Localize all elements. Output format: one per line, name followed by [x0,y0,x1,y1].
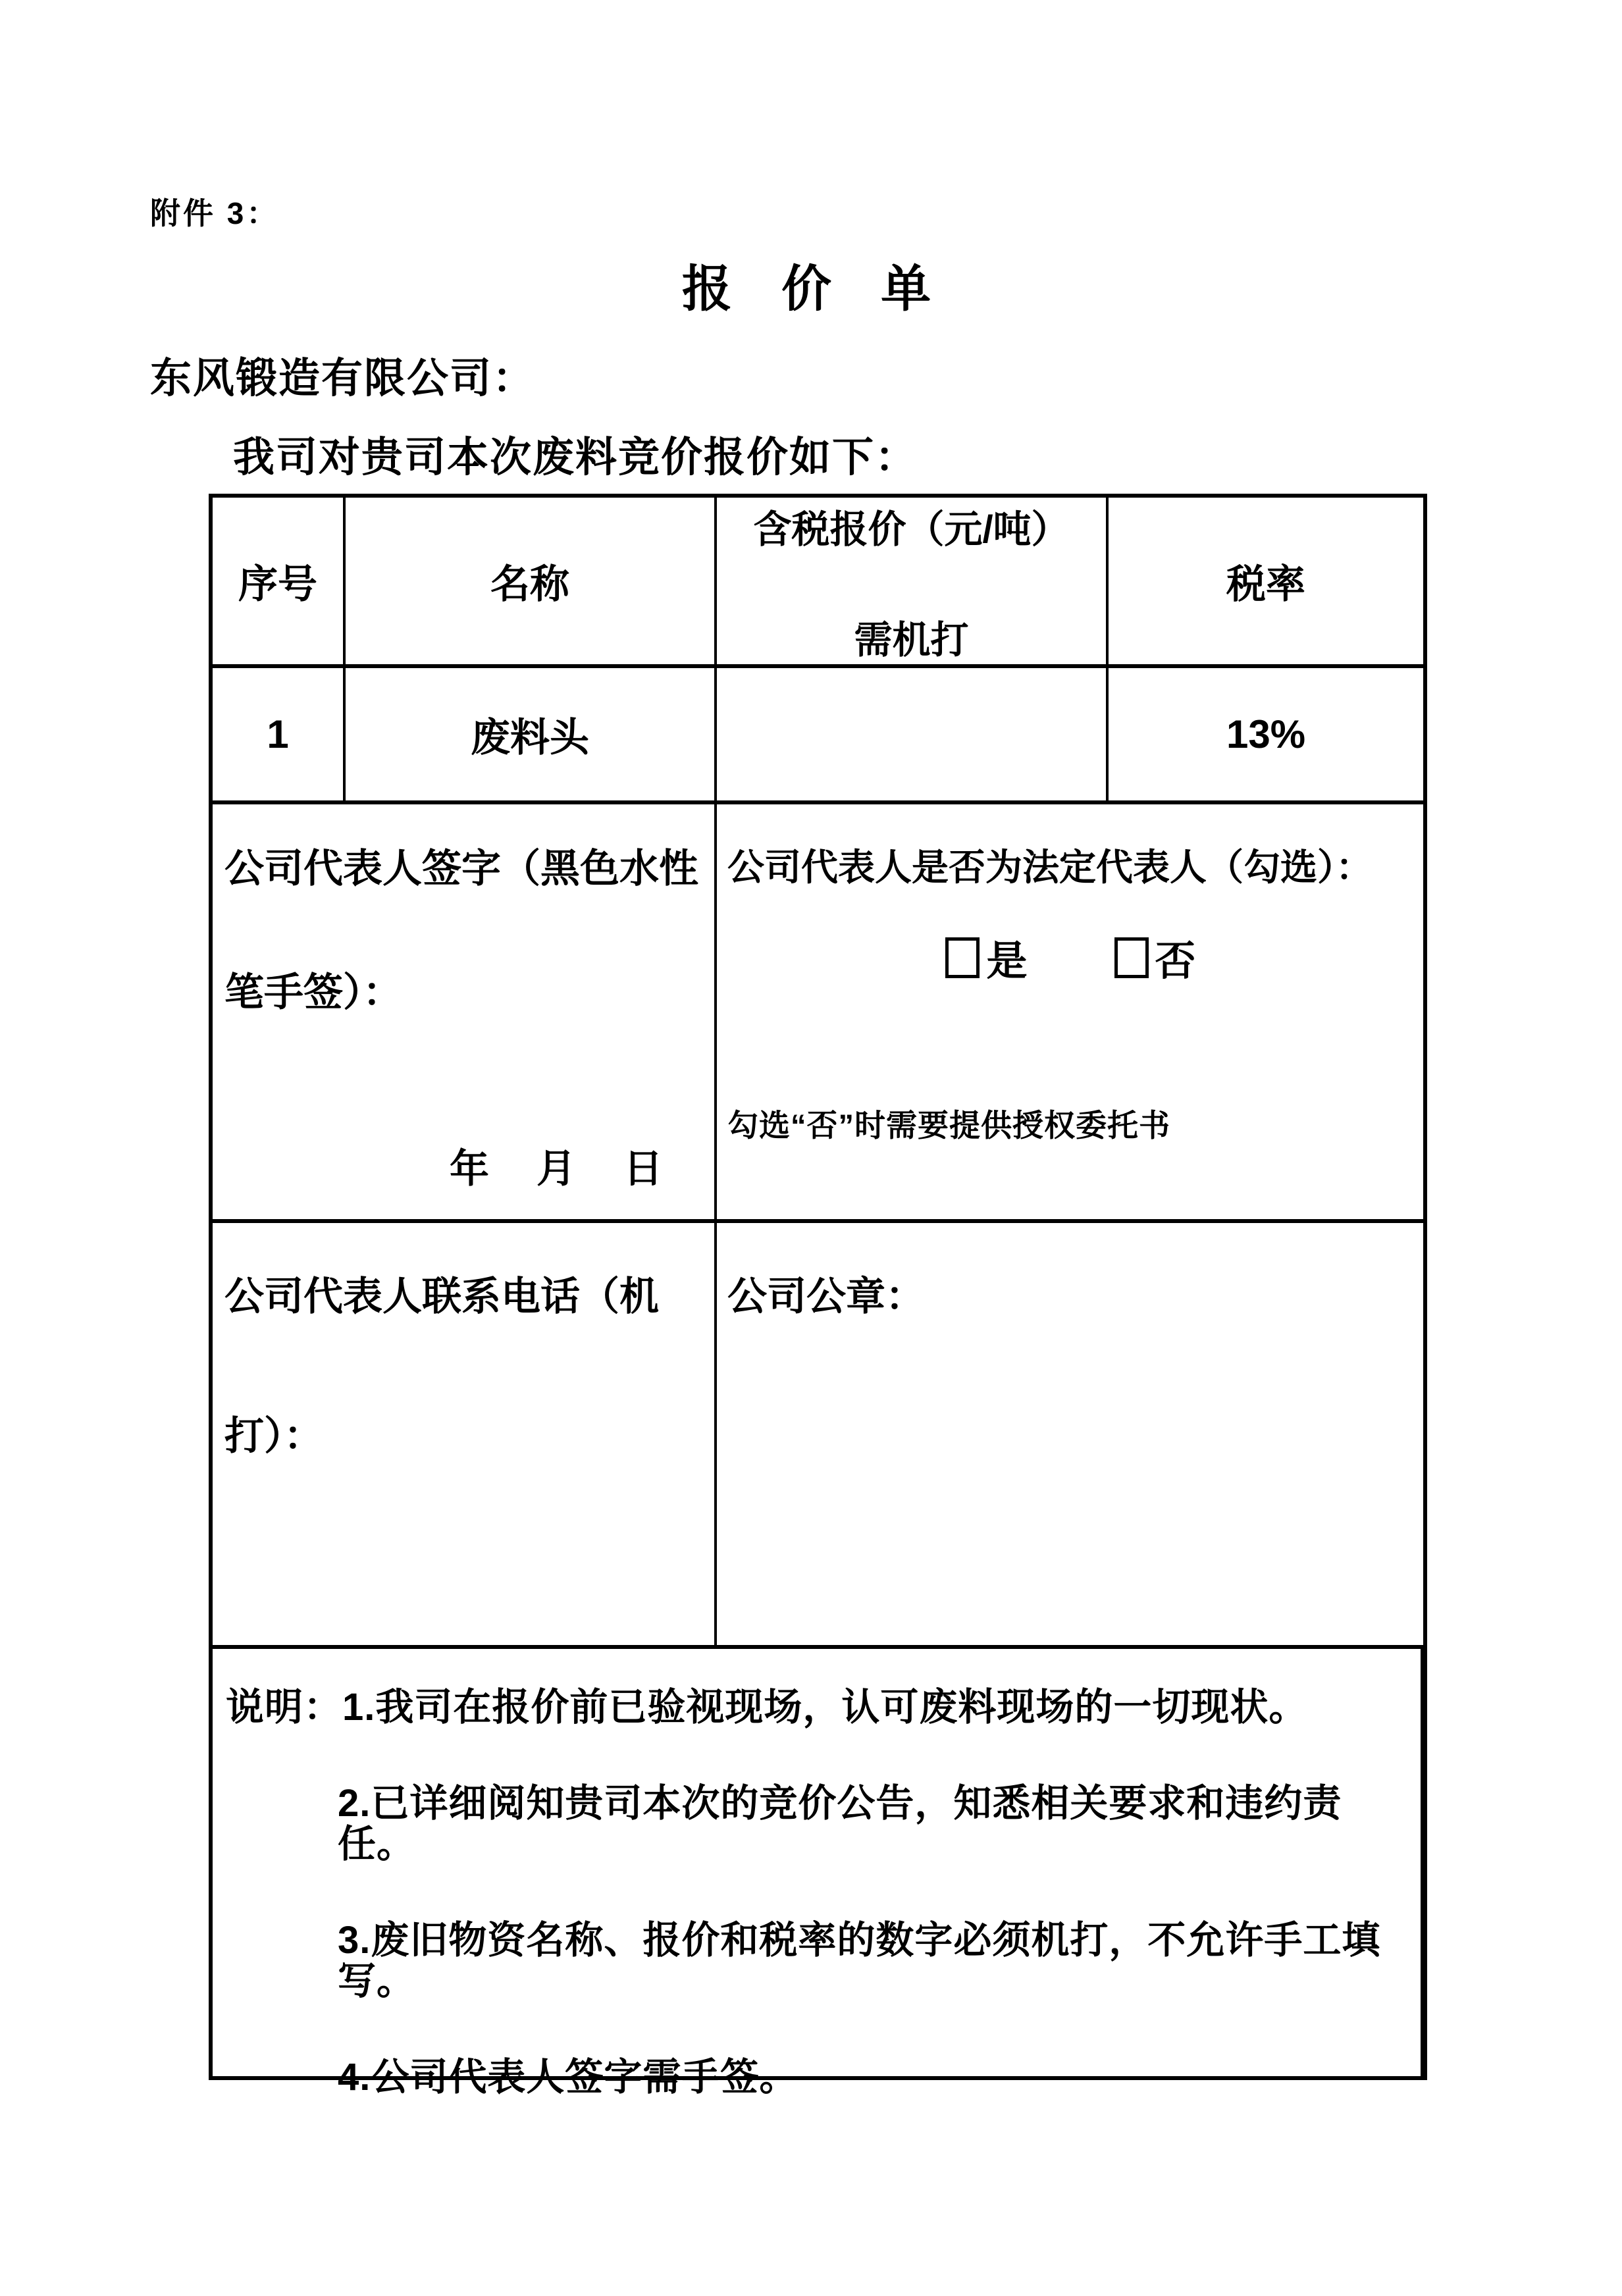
note-item-1: 1.我司在报价前已验视现场，认可废料现场的一切现状。 [342,1686,1308,1729]
signature-label-line2: 笔手签）： [224,970,402,1014]
page-title: 报 价 单 [681,261,941,317]
authorization-note: 勾选“否”时需要提供授权委托书 [727,1108,1170,1143]
header-price-line2: 需机打 [854,618,969,662]
phone-label-line2: 打）： [224,1414,323,1458]
row-index-value: 1 [213,668,346,804]
row-tax-rate-value: 13% [1109,668,1423,804]
legal-representative-cell [717,804,1423,1223]
company-seal-cell [717,1223,1423,1649]
option-yes[interactable] [945,928,1027,987]
header-tax-rate: 税率 [1109,498,1423,668]
note-line-2: 2.已详细阅知贵司本次的竞价公告，知悉相关要求和违约责任。 [338,1782,1342,1866]
notes-label: 说明： [226,1686,343,1729]
header-index: 序号 [213,498,346,668]
row-price-blank [717,668,1109,804]
signature-label-line1: 公司代表人签字（黑色水性 [224,847,698,891]
representative-phone-cell [213,1223,717,1649]
option-yes-label: 是 [986,939,1028,984]
seal-label: 公司公章： [727,1274,925,1318]
phone-label-line1: 公司代表人联系电话（机 [224,1274,659,1318]
note-line-4: 4.公司代表人签字需手签。 [338,2056,798,2099]
option-no-label: 否 [1155,939,1196,984]
option-no[interactable] [1114,928,1196,987]
row-name-value: 废料头 [346,668,717,804]
checkbox-yes-icon[interactable] [945,937,980,978]
notes-cell [213,1649,1423,2099]
header-price-line1: 含税报价（元/吨） [753,508,1070,551]
addressee-company: 东风锻造有限公司： [150,355,535,402]
checkbox-no-icon[interactable] [1114,937,1149,978]
note-line-1 [226,1687,1407,1728]
signature-date-line: 年 月 日 [450,1147,667,1191]
note-line-3: 3.废旧物资名称、报价和税率的数字必须机打，不允许手工填写。 [338,1919,1381,2002]
intro-line: 我司对贵司本次废料竞价报价如下： [233,434,918,481]
header-name: 名称 [346,498,717,668]
header-price [717,498,1109,668]
attachment-label: 附件 3： [150,196,280,230]
representative-signature-cell [213,804,717,1223]
quotation-table [209,494,1427,2099]
legal-rep-question: 公司代表人是否为法定代表人（勾选）： [727,847,1373,888]
legal-rep-options [727,928,1414,987]
